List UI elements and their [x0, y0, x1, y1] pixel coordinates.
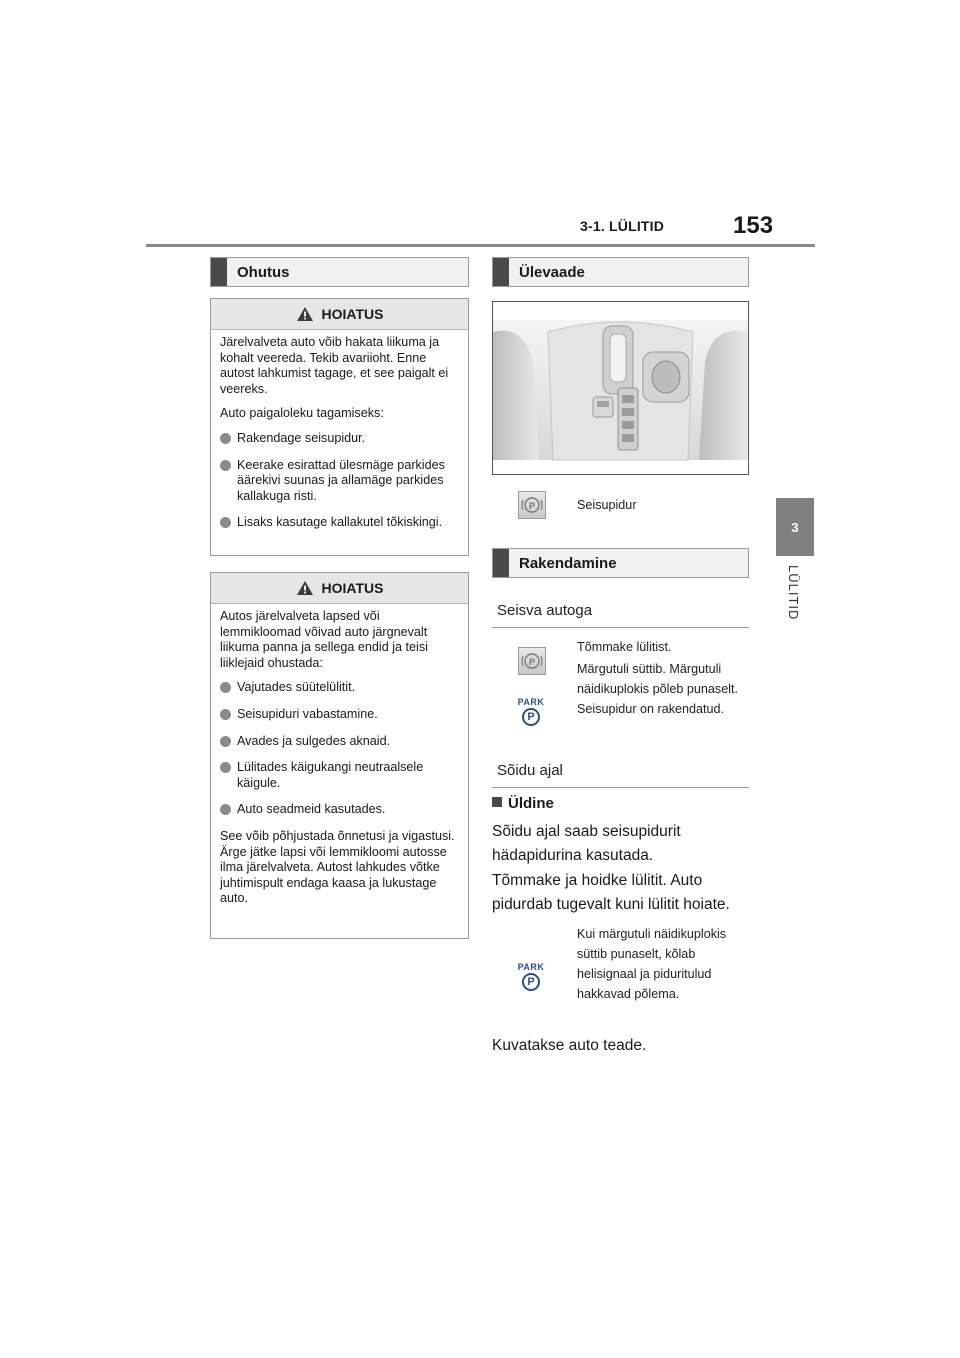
bullet-dot-icon — [220, 433, 231, 444]
bullet-dot-icon — [220, 517, 231, 528]
paragraph-3: Kuvatakse auto teade. — [492, 1037, 647, 1054]
parking-brake-switch-icon — [518, 491, 546, 519]
warning-lead: Auto paigaloleku tagamiseks: — [220, 406, 384, 421]
chapter-tab: 3 — [776, 498, 814, 556]
paragraph-1: Sõidu ajal saab seisupidurit hädapidurina kasutada. — [492, 823, 681, 864]
warning-header — [211, 299, 468, 330]
console-photo — [492, 301, 749, 475]
section-marker — [211, 258, 227, 286]
section-title: Ohutus — [237, 263, 290, 281]
warning-triangle-icon — [296, 580, 314, 596]
header-rule — [146, 244, 815, 247]
section-ulevaade — [492, 257, 749, 287]
bullet-item: Lülitades käigukangi neutraalsele käigule. — [220, 760, 458, 791]
section-marker — [493, 258, 509, 286]
chapter-label: LÜLITID — [786, 565, 801, 621]
parking-brake-switch-icon — [518, 647, 546, 675]
subheading-rule — [492, 787, 749, 788]
section-title: Rakendamine — [519, 554, 617, 572]
stationary-result: Märgutuli süttib. Märgutuli näidikuplokis põleb punaselt. Seisupidur on rakendatud. — [577, 662, 739, 716]
section-rakendamine — [492, 548, 749, 578]
warning-title: HOIATUS — [321, 580, 384, 596]
bullet-item: Lisaks kasutage kallakutel tõkiskingi. — [220, 515, 458, 531]
section-ohutus — [210, 257, 469, 287]
general-heading: Üldine — [492, 795, 554, 812]
park-indicator-icon: PARK P — [514, 962, 548, 996]
bullet-item: Auto seadmeid kasutades. — [220, 802, 458, 818]
warning-body — [211, 604, 468, 913]
bullet-item: Seisupiduri vabastamine. — [220, 707, 458, 723]
warning-box-1 — [210, 298, 469, 556]
park-note: Kui märgutuli näidikuplokis süttib punaselt, kõlab helisignaal ja piduritulud hakkavad põlema. — [577, 927, 727, 1001]
bullet-dot-icon — [220, 709, 231, 720]
warning-intro: Järelvalveta auto võib hakata liikuma ja kohalt veereda. Tekib avariioht. Enne autost lahkumist tagage, et see paigalt ei veereks. — [220, 335, 449, 396]
park-indicator-icon: PARK P — [514, 697, 548, 731]
svg-text:P: P — [528, 657, 536, 667]
warning-header — [211, 573, 468, 604]
warning-triangle-icon — [296, 306, 314, 322]
warning-title: HOIATUS — [321, 306, 384, 322]
bullet-dot-icon — [220, 460, 231, 471]
warning-intro: Autos järelvalveta lapsed või lemmikloomad võivad auto järgnevalt liikuma panna ja sellega endid ja teisi liiklejaid ohustada: — [220, 609, 428, 670]
section-heading: 3-1. LÜLITID — [580, 218, 665, 234]
square-bullet-icon — [492, 797, 502, 807]
bullet-item: Avades ja sulgedes aknaid. — [220, 734, 458, 750]
bullet-dot-icon — [220, 762, 231, 773]
paragraph-2: Tõmmake ja hoidke lülitit. Auto pidurdab tugevalt kuni lülitit hoiate. — [492, 872, 730, 913]
subheading-stationary: Seisva autoga — [497, 602, 593, 619]
svg-text:P: P — [528, 501, 536, 511]
overview-caption: Seisupidur — [577, 498, 637, 512]
subheading-driving: Sõidu ajal — [497, 762, 563, 779]
bullet-item: Rakendage seisupidur. — [220, 431, 458, 447]
center-console-illustration — [493, 302, 748, 474]
section-title: Ülevaade — [519, 263, 585, 281]
warning-outro: See võib põhjustada õnnetusi ja vigastusi. Ärge jätke lapsi või lemmikloomi autosse ilma järelvalveta. Autost lahkudes võtke juhtimispult endaga kaasa ja lukustage auto. — [220, 828, 455, 906]
stationary-step: Tõmmake lülitist. — [577, 640, 672, 654]
bullet-dot-icon — [220, 736, 231, 747]
bullet-item: Keerake esirattad ülesmäge parkides äärekivi suunas ja allamäge parkides kallakuga risti. — [220, 458, 458, 505]
warning-body — [211, 330, 468, 537]
section-marker — [493, 549, 509, 577]
page-number: 153 — [733, 212, 774, 239]
bullet-dot-icon — [220, 804, 231, 815]
subheading-rule — [492, 627, 749, 628]
bullet-dot-icon — [220, 682, 231, 693]
bullet-item: Vajutades süütelülitit. — [220, 680, 458, 696]
warning-box-2 — [210, 572, 469, 939]
